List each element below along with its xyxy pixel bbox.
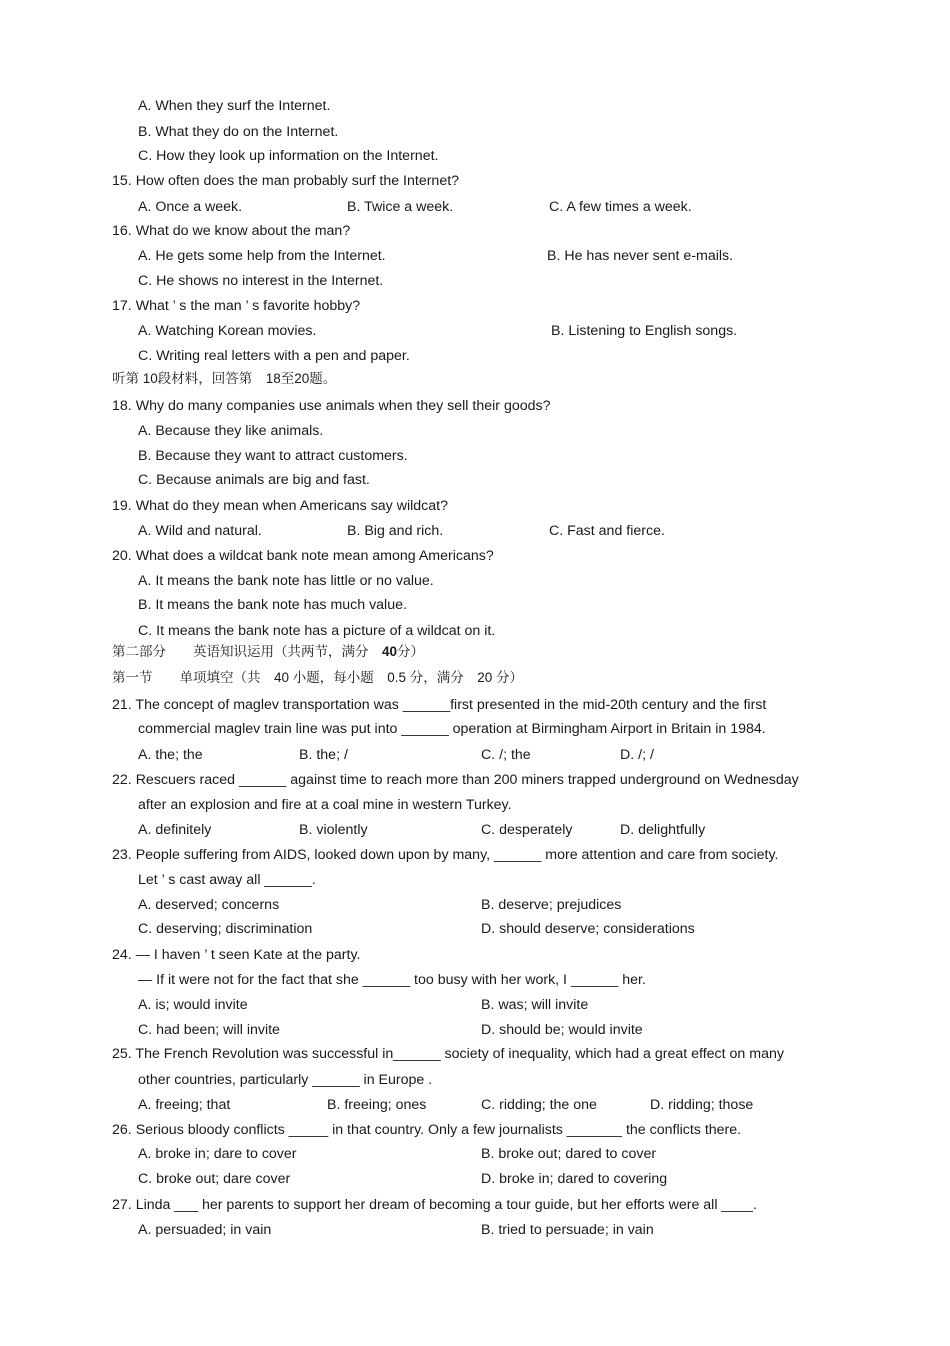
question-number: 16.	[112, 223, 132, 239]
question-number: 22.	[112, 772, 132, 788]
option-22b: B. violently	[299, 822, 368, 838]
question-text: What do we know about the man?	[135, 223, 351, 239]
option-19c: C. Fast and fierce.	[549, 523, 665, 539]
question-text: Why do many companies use animals when they sell their goods?	[135, 398, 551, 414]
option-18a: A. Because they like animals.	[138, 423, 324, 439]
question-number: 18.	[112, 398, 132, 414]
question-text: What do they mean when Americans say wildcat?	[135, 498, 448, 514]
option-18b: B. Because they want to attract customers.	[138, 448, 408, 464]
question-number: 15.	[112, 173, 132, 189]
option-15a: A. Once a week.	[138, 199, 243, 215]
option-19a: A. Wild and natural.	[138, 523, 262, 539]
question-number: 23.	[112, 847, 132, 863]
question-17	[112, 297, 360, 315]
option-26c: C. broke out; dare cover	[138, 1171, 291, 1187]
option-23d: D. should deserve; considerations	[481, 921, 695, 937]
option-15c: C. A few times a week.	[549, 199, 692, 215]
question-text: What does a wildcat bank note mean among Americans?	[135, 548, 494, 564]
option-19b: B. Big and rich.	[347, 523, 444, 539]
question-24	[112, 946, 360, 964]
question-text: Rescuers raced ______ against time to reach more than 200 miners trapped underground on Wednesday	[135, 772, 799, 788]
option-23b: B. deserve; prejudices	[481, 897, 622, 913]
option-22d: D. delightfully	[620, 822, 706, 838]
question-number: 19.	[112, 498, 132, 514]
option-24d: D. should be; would invite	[481, 1022, 643, 1038]
option-21a: A. the; the	[138, 747, 203, 763]
option-24b: B. was; will invite	[481, 997, 589, 1013]
option-18c: C. Because animals are big and fast.	[138, 472, 370, 488]
part2-heading-c: 分）	[397, 644, 425, 659]
option-16a: A. He gets some help from the Internet.	[138, 248, 386, 264]
question-text: What ’ s the man ’ s favorite hobby?	[135, 298, 361, 314]
question-24-line2: — If it were not for the fact that she ______ too busy with her work, I ______ her.	[138, 972, 646, 988]
part2-heading	[112, 643, 424, 661]
option-23c: C. deserving; discrimination	[138, 921, 313, 937]
prev-option-a: A. When they surf the Internet.	[138, 98, 331, 114]
option-25a: A. freeing; that	[138, 1097, 231, 1113]
option-25b: B. freeing; ones	[327, 1097, 427, 1113]
option-24c: C. had been; will invite	[138, 1022, 280, 1038]
option-22a: A. definitely	[138, 822, 212, 838]
question-23	[112, 846, 778, 864]
question-25-line2: other countries, particularly ______ in Europe .	[138, 1072, 433, 1088]
part2-heading-a: 第二部分 英语知识运用（共两节，满分	[112, 644, 382, 659]
option-25c: C. ridding; the one	[481, 1097, 597, 1113]
question-text: Linda ___ her parents to support her dream of becoming a tour guide, but her efforts were all ____.	[135, 1197, 757, 1213]
question-18	[112, 397, 551, 415]
question-19	[112, 497, 448, 515]
question-26	[112, 1121, 741, 1139]
question-21-line2: commercial maglev train line was put into ______ operation at Birmingham Airport in Britain in 1984.	[138, 721, 766, 737]
question-number: 27.	[112, 1197, 132, 1213]
option-21c: C. /; the	[481, 747, 531, 763]
option-20a: A. It means the bank note has little or no value.	[138, 573, 434, 589]
option-16b: B. He has never sent e-mails.	[547, 248, 734, 264]
question-number: 20.	[112, 548, 132, 564]
option-20b: B. It means the bank note has much value.	[138, 597, 407, 613]
question-text: How often does the man probably surf the Internet?	[135, 173, 460, 189]
prev-option-b: B. What they do on the Internet.	[138, 124, 339, 140]
option-17b: B. Listening to English songs.	[551, 323, 738, 339]
option-23a: A. deserved; concerns	[138, 897, 280, 913]
option-15b: B. Twice a week.	[347, 199, 454, 215]
question-27	[112, 1196, 757, 1214]
option-26a: A. broke in; dare to cover	[138, 1146, 297, 1162]
option-26d: D. broke in; dared to covering	[481, 1171, 668, 1187]
question-number: 21.	[112, 697, 132, 713]
option-25d: D. ridding; those	[650, 1097, 754, 1113]
option-22c: C. desperately	[481, 822, 573, 838]
question-text: The concept of maglev transportation was ______first presented in the mid-20th century and the first	[135, 697, 767, 713]
option-20c: C. It means the bank note has a picture of a wildcat on it.	[138, 623, 496, 639]
question-number: 26.	[112, 1122, 132, 1138]
option-21d: D. /; /	[620, 747, 654, 763]
option-17a: A. Watching Korean movies.	[138, 323, 317, 339]
question-text: — I haven ’ t seen Kate at the party.	[135, 947, 361, 963]
question-number: 24.	[112, 947, 132, 963]
question-21	[112, 696, 766, 714]
option-27a: A. persuaded; in vain	[138, 1222, 272, 1238]
prev-option-c: C. How they look up information on the Internet.	[138, 148, 439, 164]
question-22	[112, 771, 799, 789]
question-number: 17.	[112, 298, 132, 314]
part2-score: 40	[382, 644, 398, 659]
question-25	[112, 1045, 784, 1063]
question-text: Serious bloody conflicts _____ in that country. Only a few journalists _______ the conflicts there.	[135, 1122, 742, 1138]
option-16c: C. He shows no interest in the Internet.	[138, 273, 384, 289]
question-15	[112, 172, 459, 190]
question-number: 25.	[112, 1046, 132, 1062]
question-20	[112, 547, 494, 565]
question-text: People suffering from AIDS, looked down upon by many, ______ more attention and care from society.	[135, 847, 779, 863]
question-text: The French Revolution was successful in______ society of inequality, which had a great effect on many	[135, 1046, 784, 1062]
option-27b: B. tried to persuade; in vain	[481, 1222, 654, 1238]
option-24a: A. is; would invite	[138, 997, 248, 1013]
question-23-line2: Let ’ s cast away all ______.	[138, 872, 316, 888]
option-26b: B. broke out; dared to cover	[481, 1146, 657, 1162]
option-17c: C. Writing real letters with a pen and paper.	[138, 348, 410, 364]
section1-heading: 第一节 单项填空（共 40 小题，每小题 0.5 分，满分 20 分）	[112, 670, 524, 685]
question-16	[112, 222, 350, 240]
question-22-line2: after an explosion and fire at a coal mine in western Turkey.	[138, 797, 512, 813]
section-intro: 听第 10段材料，回答第 18至20题。	[112, 371, 337, 386]
option-21b: B. the; /	[299, 747, 348, 763]
